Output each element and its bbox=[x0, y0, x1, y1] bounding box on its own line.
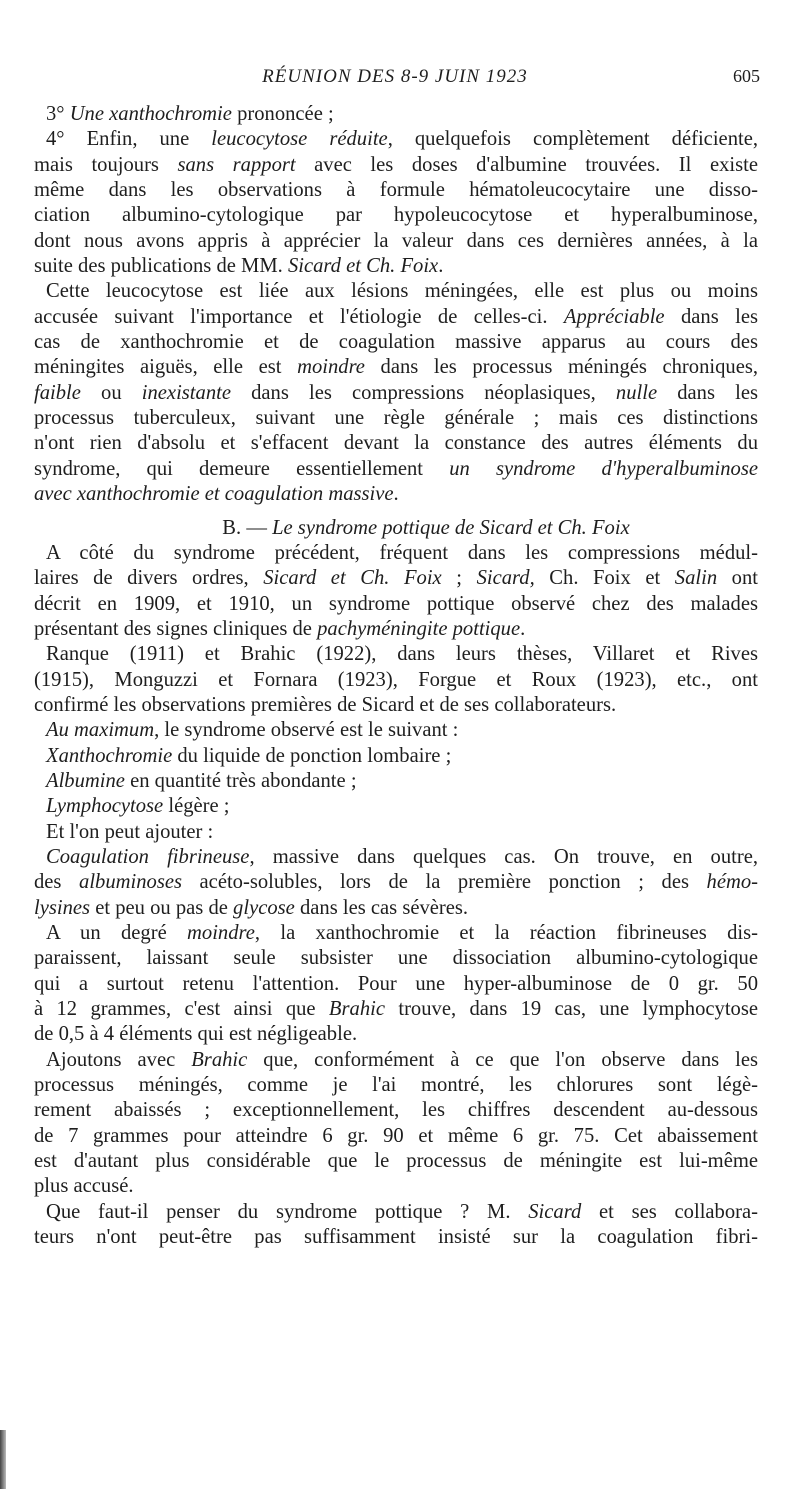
text-line: Cette leucocytose est liée aux lésions méningées, elle est plus ou moins bbox=[46, 280, 758, 303]
text-line: n'ont rien d'absolu et s'effacent devant la constance des autres éléments du bbox=[34, 432, 758, 455]
text-line: syndrome, qui demeure essentiellement un syndrome d'hyperalbuminose bbox=[34, 457, 758, 480]
text-line: A un degré moindre, la xanthochromie et la réaction fibrineuses dis- bbox=[46, 922, 758, 944]
text-line: ciation albumino-cytologique par hypoleucocytose et hyperalbuminose, bbox=[34, 204, 758, 227]
text-line: avec xanthochromie et coagulation massive. bbox=[34, 483, 399, 506]
text-line: Albumine en quantité très abondante ; bbox=[46, 769, 357, 792]
text-line: de 7 grammes pour atteindre 6 gr. 90 et même 6 gr. 75. Cet abaissement bbox=[34, 1124, 758, 1147]
text-line: suite des publications de MM. Sicard et Ch. Foix. bbox=[34, 255, 444, 278]
text-line: laires de divers ordres, Sicard et Ch. Foix ; Sicard, Ch. Foix et Salin ont bbox=[34, 567, 759, 590]
text-line: décrit en 1909, et 1910, un syndrome pottique observé chez des malades bbox=[34, 592, 758, 615]
text-line: A côté du syndrome précédent, fréquent dans les compressions médul- bbox=[46, 541, 758, 564]
text-line: plus accusé. bbox=[34, 1175, 134, 1198]
text-line: qui a surtout retenu l'attention. Pour une hyper-albuminose de 0 gr. 50 bbox=[34, 972, 758, 995]
scan-edge-shadow bbox=[0, 1430, 6, 1489]
text-line: est d'autant plus considérable que le processus de méningite est lui-même bbox=[34, 1150, 758, 1173]
text-line: Que faut-il penser du syndrome pottique ? M. Sicard et ses collabora- bbox=[46, 1200, 759, 1223]
text-line: processus méningés, comme je l'ai montré, les chlorures sont légè- bbox=[34, 1074, 758, 1097]
text-line: confirmé les observations premières de Sicard et de ses collaborateurs. bbox=[34, 693, 617, 716]
text-line: accusée suivant l'importance et l'étiologie de celles-ci. Appréciable dans les bbox=[34, 305, 758, 328]
text-line: présentant des signes cliniques de pachyméningite pottique. bbox=[34, 617, 526, 640]
text-line: Xanthochromie du liquide de ponction lombaire ; bbox=[46, 744, 452, 767]
section-heading: B. — Le syndrome pottique de Sicard et Ch. Foix bbox=[222, 516, 630, 539]
text-line: même dans les observations à formule hématoleucocytaire une disso- bbox=[34, 179, 758, 202]
text-line: des albuminoses acéto-solubles, lors de la première ponction ; des hémo- bbox=[34, 871, 758, 894]
text-line: processus tuberculeux, suivant une règle générale ; mais ces distinctions bbox=[34, 407, 758, 430]
text-line: à 12 grammes, c'est ainsi que Brahic trouve, dans 19 cas, une lymphocytose bbox=[34, 998, 758, 1021]
text-line: dont nous avons appris à apprécier la valeur dans ces dernières années, à la bbox=[34, 229, 758, 252]
text-line: teurs n'ont peut-être pas suffisamment insisté sur la coagulation fibri- bbox=[34, 1226, 758, 1249]
text-line: lysines et peu ou pas de glycose dans les cas sévères. bbox=[34, 896, 469, 919]
text-line: de 0,5 à 4 éléments qui est négligeable. bbox=[34, 1023, 358, 1046]
text-line: méningites aiguës, elle est moindre dans les processus méningés chroniques, bbox=[34, 356, 759, 379]
text-line: Ranque (1911) et Brahic (1922), dans leurs thèses, Villaret et Rives bbox=[46, 643, 758, 666]
text-line: Coagulation fibrineuse, massive dans quelques cas. On trouve, en outre, bbox=[46, 845, 758, 868]
text-line: (1915), Monguzzi et Fornara (1923), Forgue et Roux (1923), etc., ont bbox=[34, 668, 758, 691]
text-line: Et l'on peut ajouter : bbox=[46, 820, 214, 843]
running-header bbox=[30, 66, 760, 92]
text-line: faible ou inexistante dans les compressions néoplasiques, nulle dans les bbox=[34, 381, 758, 404]
text-line: 3° Une xanthochromie prononcée ; bbox=[46, 103, 334, 125]
section-spacer bbox=[34, 508, 758, 516]
text-line: Lymphocytose légère ; bbox=[46, 795, 230, 818]
text-line: Au maximum, le syndrome observé est le suivant : bbox=[46, 719, 459, 742]
body-text bbox=[34, 102, 758, 1250]
running-title: RÉUNION DES 8-9 JUIN 1923 bbox=[262, 66, 528, 87]
text-line: 4° Enfin, une leucocytose réduite, quelquefois complètement déficiente, bbox=[46, 128, 758, 151]
text-line: paraissent, laissant seule subsister une dissociation albumino-cytologique bbox=[34, 947, 758, 970]
text-line: cas de xanthochromie et de coagulation massive apparus au cours des bbox=[34, 331, 758, 354]
text-line: mais toujours sans rapport avec les doses d'albumine trouvées. Il existe bbox=[34, 153, 758, 176]
text-line: Ajoutons avec Brahic que, conformément à ce que l'on observe dans les bbox=[46, 1048, 758, 1071]
page-number: 605 bbox=[733, 66, 760, 86]
text-line: rement abaissés ; exceptionnellement, les chiffres descendent au-dessous bbox=[34, 1099, 758, 1122]
